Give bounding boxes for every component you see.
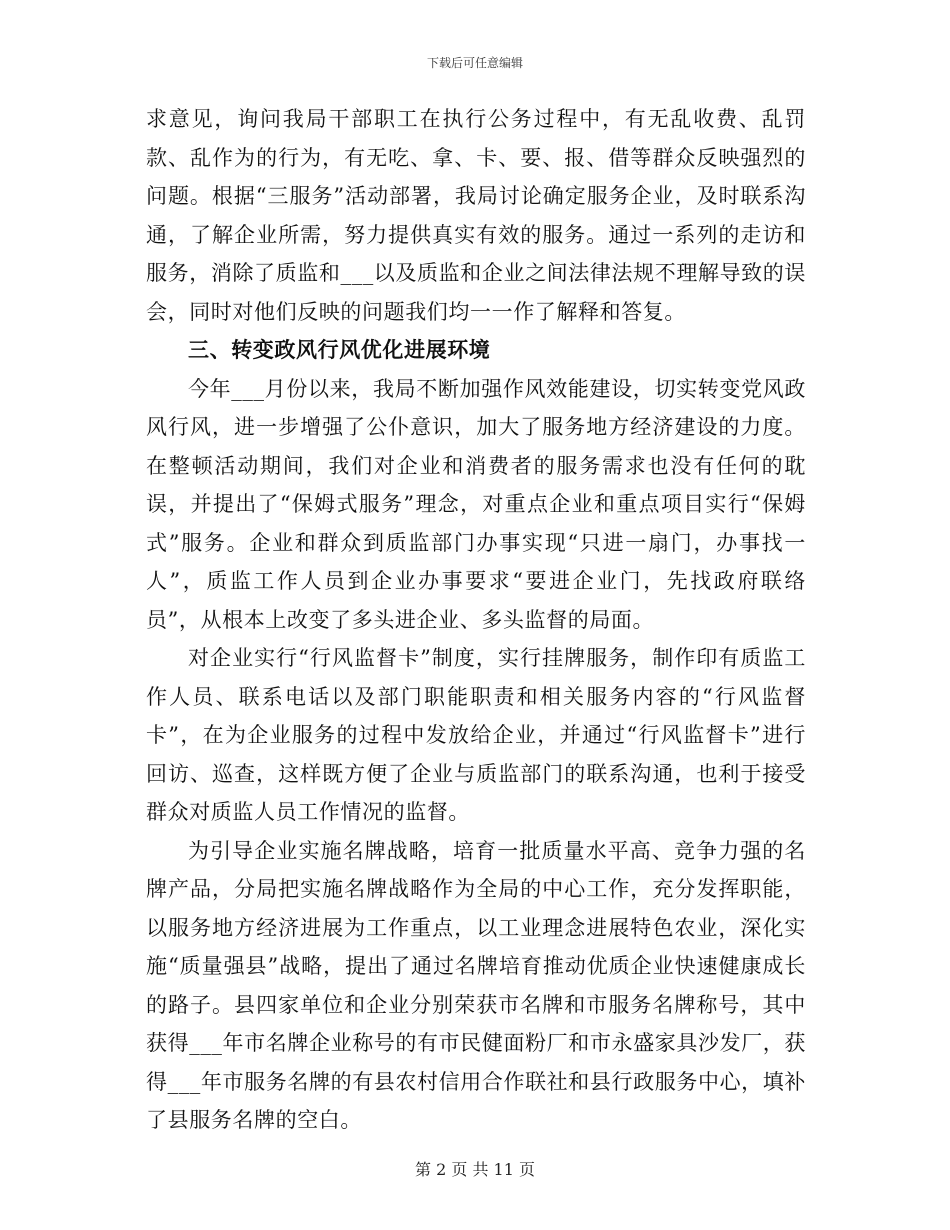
page-header: 下载后可任意编辑	[426, 56, 523, 70]
section-heading: 三、转变政风行风优化进展环境	[188, 337, 491, 362]
paragraph: 为引导企业实施名牌战略，培育一批质量水平高、竞争力强的名牌产品，分局把实施名牌战略作为全局的中心工作，充分发挥职能，以服务地方经济进展为工作重点，以工业理念进展特色农业，深化实施“质量强县”战略，提出了通过名牌培育推动优质企业快速健康成长的路子。县四家单位和企业分别荣获市名牌和市服务名牌称号，其中获得___年市名牌企业称号的有市民健面粉厂和市永盛家具沙发厂，获得___年市服务名牌的有县农村信用合作联社和县行政服务中心，填补了县服务名牌的空白。	[146, 838, 806, 1132]
page-number: 第 2 页 共 11 页	[415, 1160, 535, 1179]
paragraph-continued: 求意见，询问我局干部职工在执行公务过程中，有无乱收费、乱罚款、乱作为的行为，有无吃、拿、卡、要、报、借等群众反映强烈的问题。根据“三服务”活动部署，我局讨论确定服务企业，及时联系沟通，了解企业所需，努力提供真实有效的服务。通过一系列的走访和服务，消除了质监和___以及质监和企业之间法律法规不理解导致的误会，同时对他们反映的问题我们均一一作了解释和答复。	[146, 107, 806, 324]
paragraph: 今年___月份以来，我局不断加强作风效能建设，切实转变党风政风行风，进一步增强了公仆意识，加大了服务地方经济建设的力度。在整顿活动期间，我们对企业和消费者的服务需求也没有任何的耽误，并提出了“保姆式服务”理念，对重点企业和重点项目实行“保姆式”服务。企业和群众到质监部门办事实现“只进一扇门，办事找一人”，质监工作人员到企业办事要求“要进企业门，先找政府联络员”，从根本上改变了多头进企业、多头监督的局面。	[146, 376, 806, 632]
document-body	[146, 100, 806, 1140]
paragraph: 对企业实行“行风监督卡”制度，实行挂牌服务，制作印有质监工作人员、联系电话以及部门职能职责和相关服务内容的“行风监督卡”，在为企业服务的过程中发放给企业，并通过“行风监督卡”进行回访、巡查，这样既方便了企业与质监部门的联系沟通，也利于接受群众对质监人员工作情况的监督。	[146, 646, 806, 824]
